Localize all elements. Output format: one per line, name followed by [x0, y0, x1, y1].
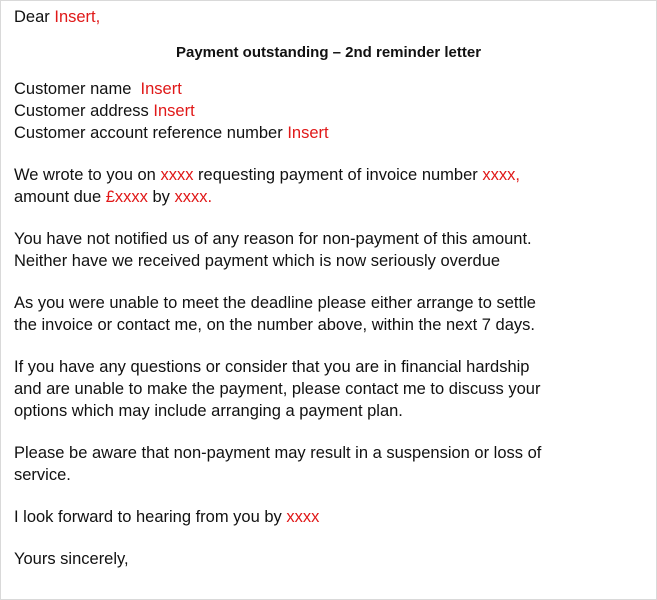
paragraph-invoice: [14, 164, 650, 208]
customer-account-placeholder: Insert: [287, 124, 329, 142]
text-line: the invoice or contact me, on the number above, within the next 7 days.: [14, 316, 535, 334]
customer-details: [14, 78, 650, 144]
invoice-number-placeholder: xxxx,: [482, 166, 520, 184]
reminder-letter: [14, 6, 650, 570]
customer-name-label: Customer name: [14, 80, 141, 98]
text-line: As you were unable to meet the deadline please either arrange to settle: [14, 294, 536, 312]
letter-title: Payment outstanding – 2nd reminder letter: [175, 44, 482, 61]
text: by: [147, 188, 175, 206]
customer-name-placeholder: Insert: [140, 80, 182, 98]
reply-date-placeholder: xxxx: [286, 508, 320, 526]
text-line: and are unable to make the payment, please contact me to discuss your: [14, 380, 541, 398]
customer-account-label: Customer account reference number: [14, 124, 288, 142]
paragraph-no-notice: [14, 228, 650, 272]
customer-address-line: [14, 100, 650, 122]
text-line: If you have any questions or consider that you are in financial hardship: [14, 358, 530, 376]
paragraph-hardship: [14, 356, 650, 422]
customer-name-line: [14, 78, 650, 100]
greeting-prefix: Dear: [14, 8, 55, 26]
paragraph-invoice-line-1: [14, 164, 650, 186]
text: I look forward to hearing from you by: [14, 508, 287, 526]
paragraph-invoice-line-2: [14, 186, 650, 208]
date-placeholder: xxxx: [160, 166, 194, 184]
paragraph-suspension: [14, 442, 650, 486]
amount-placeholder: £xxxx: [105, 188, 148, 206]
text-line: Please be aware that non-payment may result in a suspension or loss of: [14, 444, 542, 462]
text-line: service.: [14, 466, 71, 484]
customer-address-label: Customer address: [14, 102, 154, 120]
closing: Yours sincerely,: [14, 550, 129, 568]
text-line: options which may include arranging a payment plan.: [14, 402, 403, 420]
text: We wrote to you on: [14, 166, 161, 184]
paragraph-deadline: [14, 292, 650, 336]
due-date-placeholder: xxxx.: [174, 188, 213, 206]
customer-account-line: [14, 122, 650, 144]
text: requesting payment of invoice number: [193, 166, 483, 184]
text-line: Neither have we received payment which is now seriously overdue: [14, 252, 501, 270]
text: amount due: [14, 188, 106, 206]
text-line: You have not notified us of any reason for non-payment of this amount.: [14, 230, 532, 248]
greeting-line: [14, 6, 650, 28]
customer-address-placeholder: Insert: [153, 102, 195, 120]
recipient-placeholder: Insert,: [54, 8, 101, 26]
paragraph-look-forward: [14, 506, 650, 528]
